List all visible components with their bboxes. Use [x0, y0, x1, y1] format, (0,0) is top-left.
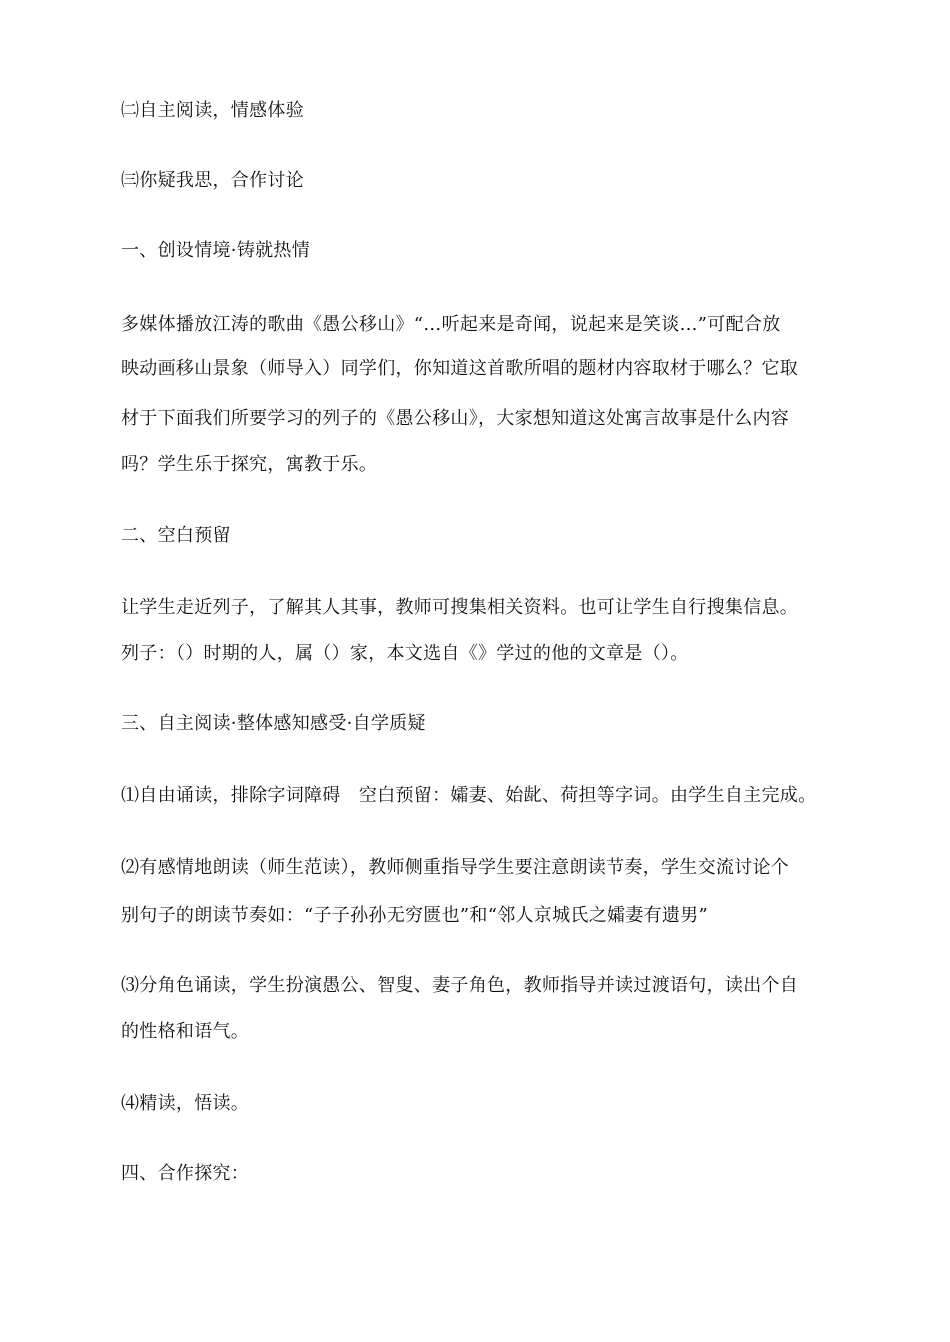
paragraph-line: 吗？学生乐于探究，寓教于乐。 [121, 454, 378, 475]
paragraph-line: 让学生走近列子，了解其人其事，教师可搜集相关资料。也可让学生自行搜集信息。 [121, 597, 799, 618]
section-heading-2: ㈡自主阅读，情感体验 [121, 100, 304, 121]
list-item-continued: 的性格和语气。 [121, 1021, 250, 1042]
step-heading-3: 三、自主阅读·整体感知感受·自学质疑 [121, 713, 426, 734]
paragraph-line: 列子：（）时期的人，属（）家，本文选自《》学过的他的文章是（）。 [121, 643, 689, 664]
list-item: ⑵有感情地朗读（师生范读），教师侧重指导学生要注意朗读节奏，学生交流讨论个 [121, 857, 790, 878]
list-item: ⑴自由诵读，排除字词障碍 空白预留：孀妻、始龀、荷担等字词。由学生自主完成。 [121, 785, 817, 806]
step-heading-4: 四、合作探究： [121, 1163, 250, 1184]
step-heading-2: 二、空白预留 [121, 525, 231, 546]
section-heading-3: ㈢你疑我思，合作讨论 [121, 170, 304, 191]
paragraph-line: 材于下面我们所要学习的列子的《愚公移山》，大家想知道这处寓言故事是什么内容 [121, 408, 790, 429]
list-item: ⑷精读，悟读。 [121, 1093, 250, 1114]
paragraph-line: 多媒体播放江涛的歌曲《愚公移山》“…听起来是奇闻，说起来是笑谈…”可配合放 [121, 314, 781, 335]
list-item: ⑶分角色诵读，学生扮演愚公、智叟、妻子角色，教师指导并读过渡语句，读出个自 [121, 975, 799, 996]
list-item-continued: 别句子的朗读节奏如：“子子孙孙无穷匮也”和“邻人京城氏之孀妻有遗男” [121, 905, 709, 926]
step-heading-1: 一、创设情境·铸就热情 [121, 240, 311, 261]
paragraph-line: 映动画移山景象（师导入）同学们，你知道这首歌所唱的题材内容取材于哪么？它取 [121, 358, 799, 379]
